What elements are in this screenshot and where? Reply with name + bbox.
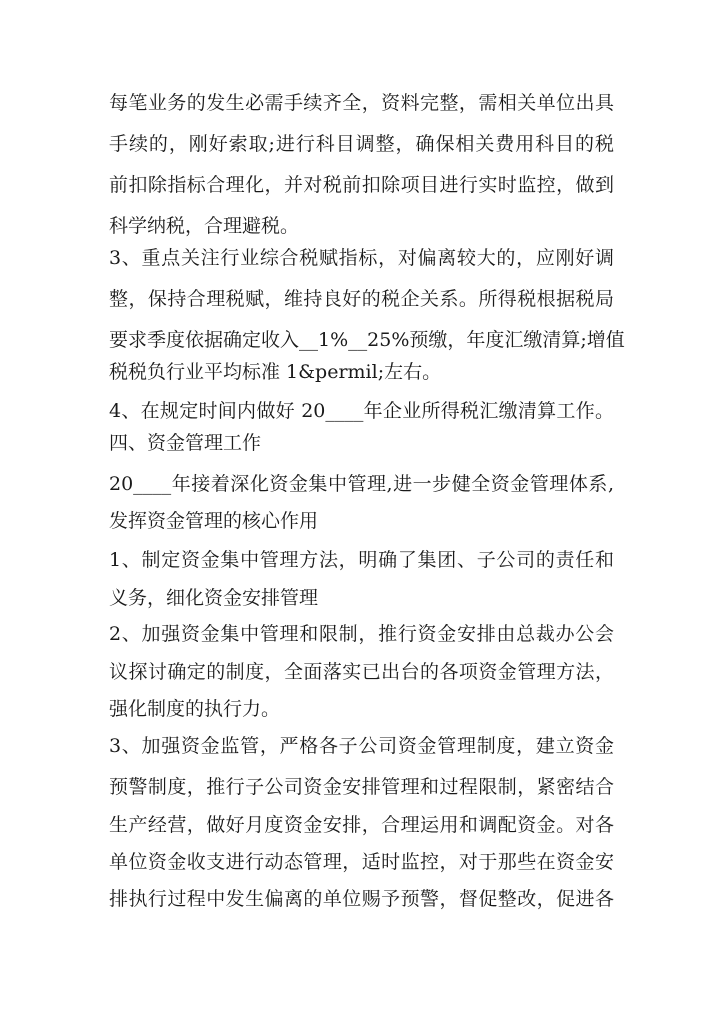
body-text-line: 强化制度的执行力。 [109,698,281,720]
body-text-line: 2、加强资金集中管理和限制，推行资金安排由总裁办公会 [109,623,614,645]
section-heading: 四、资金管理工作 [109,432,262,454]
body-text-line: 3、重点关注行业综合税赋指标，对偏离较大的，应刚好调 [109,247,614,269]
body-text-line: 税税负行业平均标准 1&permil;左右。 [109,361,442,383]
body-text-line: 预警制度，推行子公司资金安排管理和过程限制，紧密结合 [109,776,614,798]
body-text-line: 整，保持合理税赋，维持良好的税企关系。所得税根据税局 [109,288,614,310]
body-text-line: 科学纳税，合理避税。 [109,215,300,237]
body-text-line: 排执行过程中发生偏离的单位赐予预警，督促整改，促进各 [109,888,614,910]
body-text-line: 议探讨确定的制度，全面落实已出台的各项资金管理方法， [109,661,614,683]
body-text-line: 义务，细化资金安排管理 [109,587,319,609]
body-text-line: 单位资金收支进行动态管理，适时监控，对于那些在资金安 [109,851,614,873]
body-text-line: 1、制定资金集中管理方法，明确了集团、子公司的责任和 [109,549,614,571]
body-text-line: 生产经营，做好月度资金安排，合理运用和调配资金。对各 [109,814,614,836]
body-text-line: 要求季度依据确定收入__1%__25%预缴，年度汇缴清算;增值 [109,329,625,351]
body-text-line: 3、加强资金监管，严格各子公司资金管理制度，建立资金 [109,735,614,757]
body-text-line: 每笔业务的发生必需手续齐全，资料完整，需相关单位出具 [109,92,614,114]
body-text-line: 前扣除指标合理化，并对税前扣除项目进行实时监控，做到 [109,174,614,196]
body-text-line: 手续的，刚好索取;进行科目调整，确保相关费用科目的税 [109,133,614,155]
body-text-line: 20____年接着深化资金集中管理,进一步健全资金管理体系, [109,473,614,495]
body-text-line: 4、在规定时间内做好 20____年企业所得税汇缴清算工作。 [109,400,614,422]
body-text-line: 发挥资金管理的核心作用 [109,510,319,532]
